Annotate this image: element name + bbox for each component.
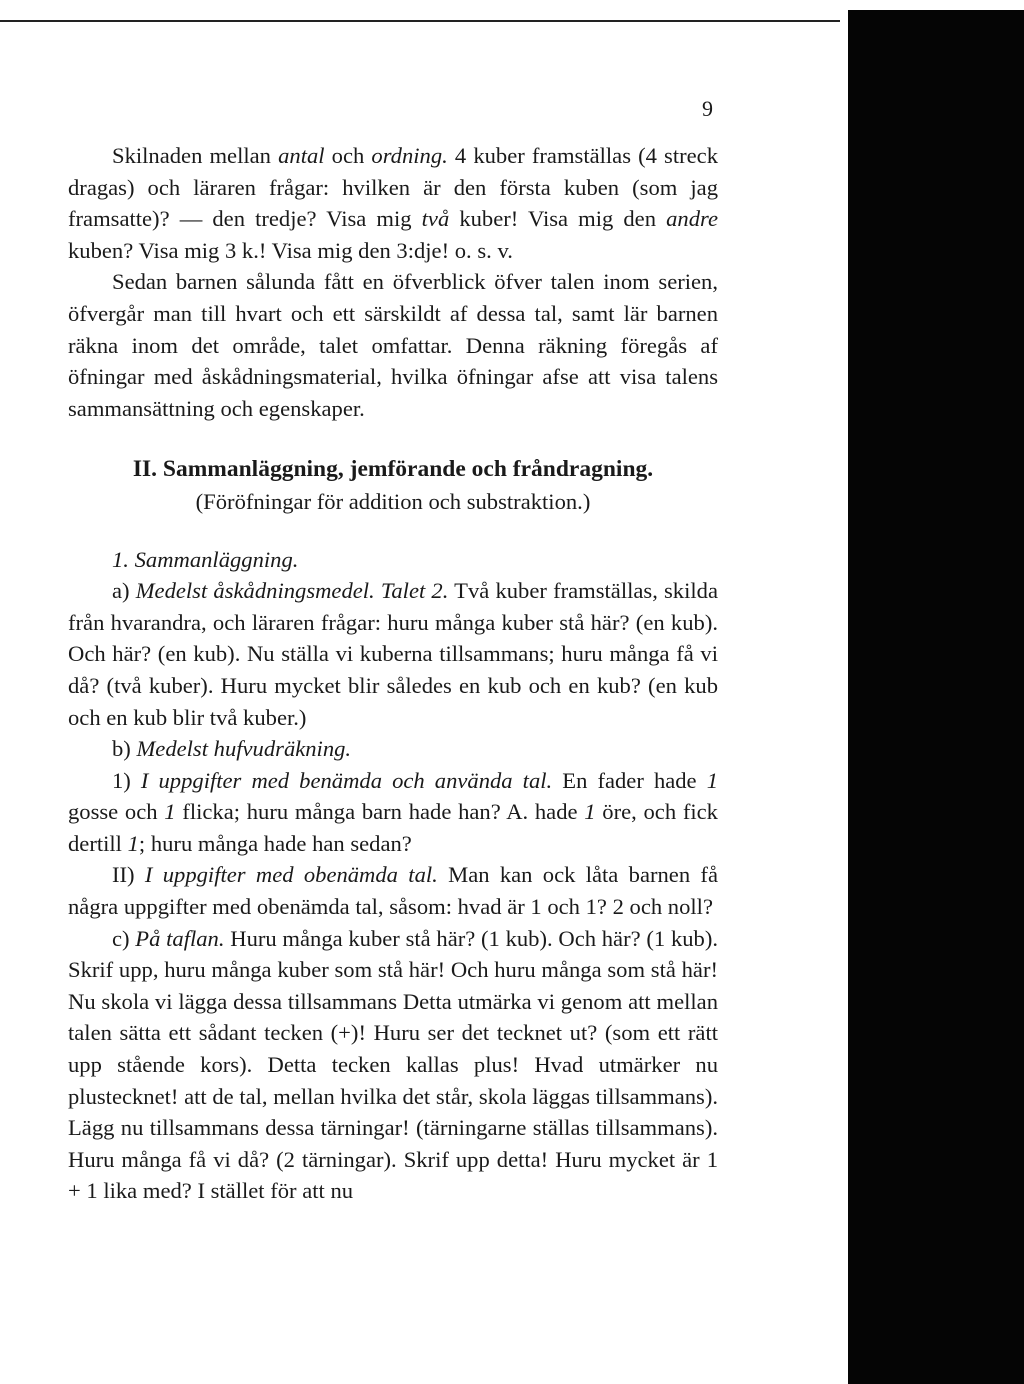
italic-text: 1 bbox=[584, 799, 596, 825]
paragraph bbox=[68, 859, 718, 922]
italic-text: 1 bbox=[706, 767, 718, 793]
italic-text: I uppgifter med benämda och använda tal. bbox=[140, 767, 553, 793]
page-number: 9 bbox=[702, 96, 713, 121]
text-run: II. Sammanläggning, jemförande och fråndragning. bbox=[132, 456, 654, 483]
italic-text: 1 bbox=[127, 830, 139, 856]
text-run: 4 kuber framställas (4 streck dragas) och läraren frågar: hvilken är den första kuben (som jag framsatte)? — den tredje? Visa mig bbox=[68, 143, 718, 232]
text-run: a) bbox=[112, 578, 136, 604]
italic-text: Medelst åskådningsmedel. Talet 2. bbox=[135, 578, 449, 604]
italic-text: antal bbox=[278, 143, 325, 168]
page-text bbox=[68, 140, 718, 1207]
text-run: ; huru många hade han sedan? bbox=[138, 830, 412, 856]
text-run: (Föröfningar för addition och substraktion.) bbox=[195, 488, 591, 514]
text-run: II) bbox=[112, 862, 145, 888]
paragraph bbox=[68, 923, 718, 1207]
paragraph bbox=[68, 266, 718, 424]
text-run: Man kan ock låta barnen få några uppgifter med obenämda tal, såsom: hvad är 1 och 1? 2 och noll? bbox=[68, 862, 718, 920]
paragraph bbox=[68, 733, 718, 765]
italic-text: 1. Sammanläggning. bbox=[112, 546, 299, 572]
italic-text: Medelst hufvudräkning. bbox=[136, 736, 352, 762]
text-run: flicka; huru många barn hade han? A. hade bbox=[175, 799, 585, 825]
paragraph bbox=[68, 765, 718, 860]
text-run: Skilnaden mellan bbox=[112, 143, 279, 168]
italic-text: På taflan. bbox=[135, 925, 225, 951]
scan-dark-edge bbox=[848, 10, 1024, 1384]
paragraph bbox=[68, 575, 718, 733]
italic-text: 1 bbox=[164, 799, 176, 825]
subsection-title bbox=[68, 544, 718, 576]
text-run: Två kuber framställas, skilda från hvarandra, och läraren frågar: huru många kuber stå här? (en kub). Och här? (en kub). Nu ställa vi kuberna tillsammans; huru många få vi då? (två kuber). Huru mycket blir således en kub och en kub? (en kub och en kub blir två kuber.) bbox=[68, 578, 718, 730]
text-run: öre, och fick dertill bbox=[68, 799, 718, 856]
section-subheading bbox=[68, 486, 718, 518]
section-heading bbox=[68, 454, 718, 486]
text-run: kuben? Visa mig 3 k.! Visa mig den 3:dje! o. s. v. bbox=[68, 237, 513, 263]
top-rule bbox=[0, 20, 840, 22]
text-run: 1) bbox=[112, 767, 141, 793]
text-run: Huru många kuber stå här? (1 kub). Och här? (1 kub). Skrif upp, huru många kuber som stå här! Och huru många som stå här! Nu skola vi lägga dessa tillsammans Detta utmärka vi genom att mellan talen sätta ett sådant tecken (+)! Huru ser det tecknet ut? (som ett rätt upp stående kors). Detta tecken kallas plus! Hvad utmärker nu plustecknet! att de tal, mellan hvilka det står, skola läggas tillsammans). Lägg nu tillsammans dessa tärningar! (tärningarne ställas tillsammans). Huru många få vi då? (2 tärningar). Skrif upp detta! Huru mycket är 1 + 1 lika med? I stället för att nu bbox=[68, 925, 719, 1204]
text-run: c) bbox=[112, 925, 136, 951]
text-run: kuber! Visa mig den bbox=[449, 206, 667, 232]
italic-text: andre bbox=[666, 206, 718, 232]
italic-text: två bbox=[421, 206, 450, 232]
text-run: gosse och bbox=[68, 799, 165, 825]
italic-text: I uppgifter med obenämda tal. bbox=[144, 862, 438, 888]
text-run: och bbox=[324, 143, 372, 168]
italic-text: ordning. bbox=[371, 143, 448, 168]
text-run: En fader hade bbox=[552, 767, 707, 793]
paragraph bbox=[68, 140, 718, 266]
text-run: Sedan barnen sålunda fått en öfverblick öfver talen inom serien, öfvergår man till hvart och ett särskildt af dessa tal, samt lär barnen räkna inom det område, talet omfattar. Denna räkning föregås af öfningar med åskådningsmaterial, hvilka öfningar afse att visa talens sammansättning och egenskaper. bbox=[68, 269, 718, 421]
text-run: b) bbox=[112, 736, 137, 762]
